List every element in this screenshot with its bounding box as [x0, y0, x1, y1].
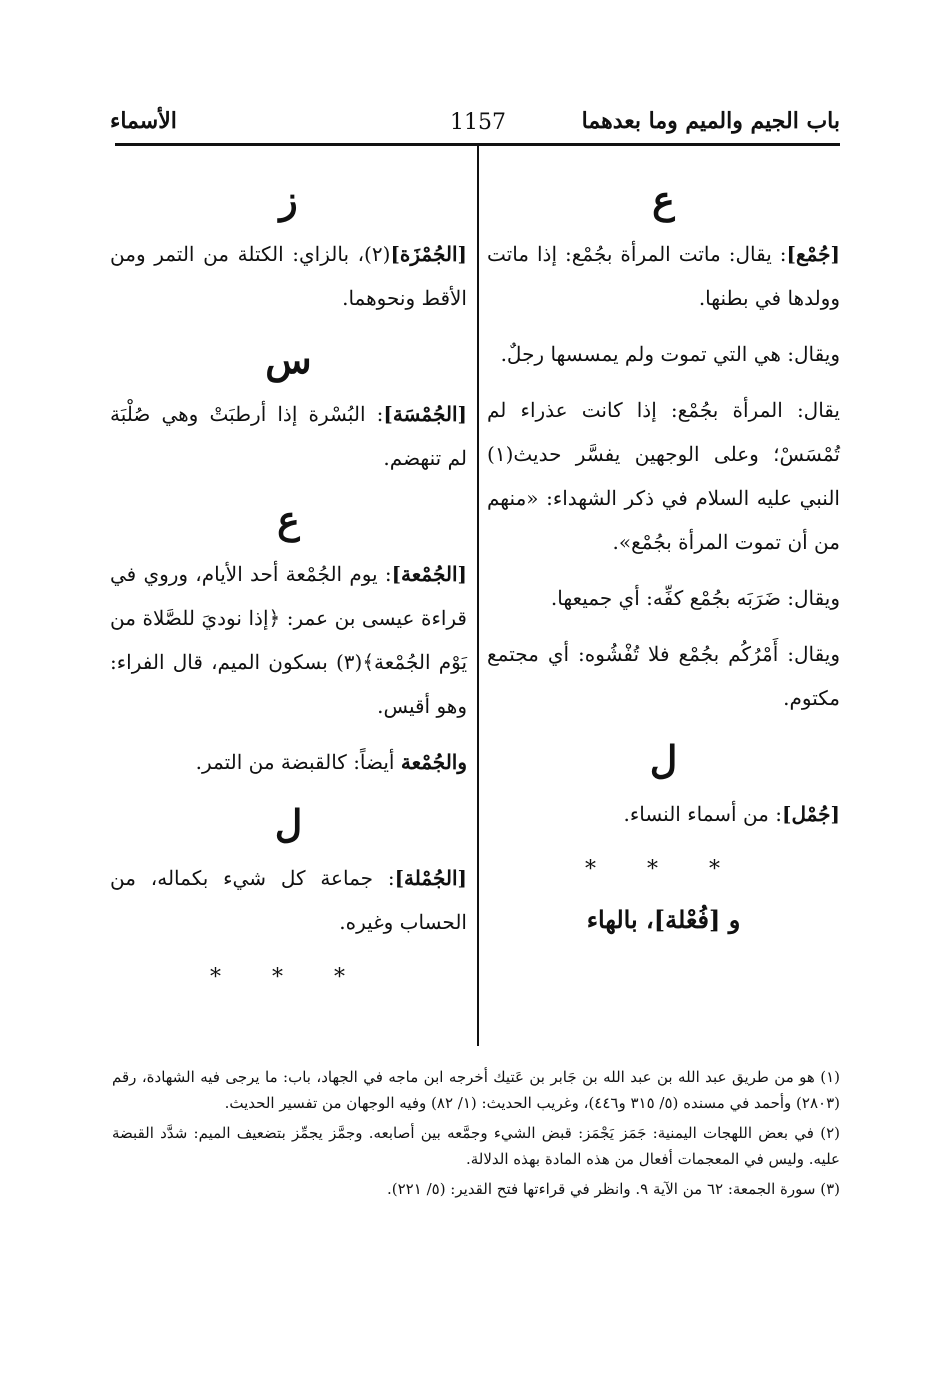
headword: [الجُمْلة]	[394, 866, 467, 890]
footnote: (٢) في بعض اللهجات اليمنية: جَمَز يَجْمَز: قبض الشيء وجمَّعه بين أصابعه. وجمَّز يجمِّز بتضعيف الميم: شدَّد القبضة عليه. وليس في المعجمات أفعال من هذه المادة بهذه الدلالة.	[112, 1124, 840, 1168]
entry-paragraph	[110, 856, 467, 944]
letter-heading: ع	[277, 497, 300, 542]
left-column	[110, 172, 467, 1006]
headword: [الجُمْسَة]	[383, 402, 467, 426]
entry-text: : يقال: ماتت المرأة بجُمْع: إذا ماتت وولدها في بطنها.	[487, 242, 840, 310]
entry-paragraph	[487, 232, 840, 320]
letter-heading: ل	[274, 801, 303, 846]
headword: والجُمْعة	[400, 750, 467, 774]
entry-paragraph	[110, 232, 467, 320]
entry-paragraph	[487, 792, 840, 836]
entry-paragraph	[110, 552, 467, 728]
letter-heading: ز	[279, 177, 298, 222]
footnote: (٣) سورة الجمعة: ٦٢ من الآية ٩. وانظر في قراءتها فتح القدير: (٥/ ٢٢١).	[387, 1180, 840, 1198]
entry-paragraph: ويقال: أَمْرُكُم بجُمْع فلا تُفْشُوه: أي مجتمع مكتوم.	[487, 642, 840, 710]
footnote: (١) هو من طريق عبد الله بن عبد الله بن جَابر بن عَتيك أخرجه ابن ماجه في الجهاد، باب: ما يرجى فيه الشهادة، رقم (٢٨٠٣) وأحمد في مسنده (٥/ ٣١٥ و٤٤٦)، وغريب الحديث: (١/ ٨٢) وفيه الوجهان من تفسير الحديث.	[112, 1068, 840, 1112]
section-title: الأسماء	[110, 108, 177, 134]
section-separator: * * *	[585, 857, 742, 882]
entry-text: : من أسماء النساء.	[623, 802, 782, 826]
entry-paragraph	[110, 392, 467, 480]
entry-text: (٢)، بالزاي: الكتلة من التمر ومن الأقط ونحوهما.	[110, 242, 467, 310]
chapter-title: باب الجيم والميم وما بعدهما	[581, 108, 840, 134]
entry-paragraph	[110, 740, 467, 784]
entry-paragraph: يقال: المرأة بجُمْع: إذا كانت عذراء لم تُمْسَسْ؛ وعلى الوجهين يفسَّر حديث(١) النبي عليه السلام في ذكر الشهداء: «منهم من أن تموت المرأة بجُمْع».	[487, 398, 840, 554]
entry-text: : جماعة كل شيء بكماله، من الحساب وغيره.	[110, 866, 467, 934]
page-number: 1157	[450, 110, 506, 135]
entry-paragraph: ويقال: ضَرَبَه بجُمْع كفِّه: أي جميعها.	[550, 586, 840, 610]
running-header	[110, 102, 840, 142]
entry-text: : يوم الجُمْعة أحد الأيام، وروي في قراءة عيسى بن عمر: ﴿إذا نوديَ للصَّلاة من يَوْم الجُمْعة﴾(٣) بسكون الميم، قال الفراء: وهو أقيس.	[110, 562, 468, 718]
letter-heading: س	[265, 337, 312, 382]
column-divider	[477, 146, 479, 1046]
headword: [الجُمْعة]	[391, 562, 467, 586]
pattern-subheading: و [فُعْلة]، بالهاء	[586, 905, 741, 934]
headword: [جُمْل]	[782, 802, 840, 826]
entry-text: : البُسْرة إذا أرطبَتْ وهي صُلْبَة لم تنهضم.	[110, 402, 467, 470]
entry-text: أيضاً: كالقبضة من التمر.	[195, 750, 401, 774]
headword: [جُمْع]	[786, 242, 840, 266]
footnotes	[112, 1064, 840, 1206]
right-column	[487, 172, 840, 942]
entry-paragraph: ويقال: هي التي تموت ولم يمسسها رجلٌ.	[500, 342, 840, 366]
letter-heading: ل	[649, 737, 678, 782]
headword: [الجُمْزَة]	[390, 242, 467, 266]
letter-heading: ع	[652, 177, 675, 222]
section-separator: * * *	[210, 965, 367, 990]
